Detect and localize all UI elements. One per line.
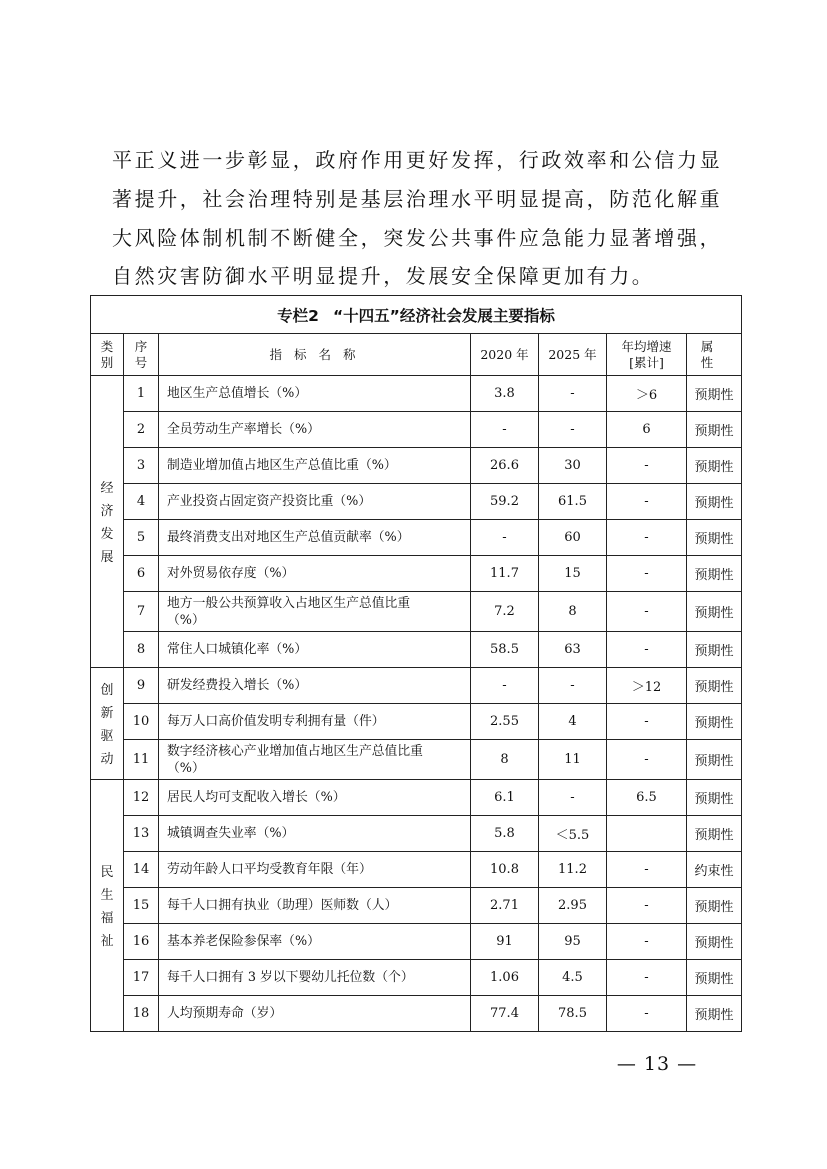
indicator-name: 产业投资占固定资产投资比重（%） (159, 484, 471, 520)
header-category: 类 别 (91, 334, 124, 376)
row-index: 1 (124, 376, 159, 412)
annual-growth: - (607, 924, 687, 960)
row-index: 6 (124, 556, 159, 592)
value-2020: 11.7 (471, 556, 539, 592)
indicator-name: 最终消费支出对地区生产总值贡献率（%） (159, 520, 471, 556)
row-index: 7 (124, 592, 159, 632)
annual-growth: 6 (607, 412, 687, 448)
table-title-main: “十四五”经济社会发展主要指标 (332, 306, 555, 325)
table-row (91, 556, 742, 592)
table-row (91, 960, 742, 996)
attribute: 预期性 (687, 484, 742, 520)
table-row (91, 924, 742, 960)
table-row (91, 704, 742, 740)
annual-growth: 6.5 (607, 780, 687, 816)
row-index: 9 (124, 668, 159, 704)
category-char: 经 (100, 480, 114, 496)
value-2025: 11 (539, 740, 607, 780)
indicator-name: 每千人口拥有执业（助理）医师数（人） (159, 888, 471, 924)
table-row (91, 740, 742, 780)
value-2020: 7.2 (471, 592, 539, 632)
table-row (91, 376, 742, 412)
annual-growth: - (607, 448, 687, 484)
value-2020: 58.5 (471, 632, 539, 668)
attribute: 预期性 (687, 632, 742, 668)
category-char: 生 (100, 887, 114, 903)
annual-growth: ＞12 (607, 668, 687, 704)
attribute: 预期性 (687, 704, 742, 740)
category-char: 创 (100, 682, 114, 698)
category-char: 驱 (100, 728, 114, 744)
value-2020: - (471, 668, 539, 704)
header-attribute: 属 性 (687, 334, 742, 376)
attribute: 预期性 (687, 888, 742, 924)
annual-growth: - (607, 852, 687, 888)
table-row (91, 632, 742, 668)
category-char: 新 (100, 705, 114, 721)
annual-growth: - (607, 484, 687, 520)
value-2025: 95 (539, 924, 607, 960)
indicator-name: 每万人口高价值发明专利拥有量（件） (159, 704, 471, 740)
indicator-name: 数字经济核心产业增加值占地区生产总值比重 （%） (159, 740, 471, 780)
row-index: 10 (124, 704, 159, 740)
annual-growth: - (607, 960, 687, 996)
attribute: 预期性 (687, 592, 742, 632)
value-2025: 2.95 (539, 888, 607, 924)
header-index: 序 号 (124, 334, 159, 376)
value-2025: 60 (539, 520, 607, 556)
attribute: 预期性 (687, 556, 742, 592)
header-name: 指 标 名 称 (159, 334, 471, 376)
table-row (91, 816, 742, 852)
value-2020: 6.1 (471, 780, 539, 816)
attribute: 预期性 (687, 376, 742, 412)
value-2020: 10.8 (471, 852, 539, 888)
paragraph-line: 著提升，社会治理特别是基层治理水平明显提高，防范化解重 (112, 186, 723, 211)
indicator-name: 劳动年龄人口平均受教育年限（年） (159, 852, 471, 888)
category-cell (91, 780, 124, 1032)
value-2020: 3.8 (471, 376, 539, 412)
category-cell (91, 376, 124, 668)
value-2025: - (539, 376, 607, 412)
attribute: 预期性 (687, 924, 742, 960)
header-2020: 2020 年 (471, 334, 539, 376)
value-2025: 78.5 (539, 996, 607, 1032)
annual-growth: - (607, 556, 687, 592)
category-cell (91, 668, 124, 780)
value-2020: 2.55 (471, 704, 539, 740)
row-index: 5 (124, 520, 159, 556)
annual-growth (607, 816, 687, 852)
value-2020: 5.8 (471, 816, 539, 852)
value-2025: 4 (539, 704, 607, 740)
paragraph-line: 自然灾害防御水平明显提升，发展安全保障更加有力。 (112, 264, 655, 289)
body-paragraph (92, 141, 752, 296)
indicator-name: 常住人口城镇化率（%） (159, 632, 471, 668)
paragraph-line: 大风险体制机制不断健全，突发公共事件应急能力显著增强， (112, 225, 723, 250)
table-row (91, 852, 742, 888)
annual-growth: ＞6 (607, 376, 687, 412)
indicator-name: 地区生产总值增长（%） (159, 376, 471, 412)
table-row (91, 448, 742, 484)
value-2025: 4.5 (539, 960, 607, 996)
page-number: — 13 — (616, 1053, 698, 1075)
value-2020: - (471, 412, 539, 448)
row-index: 3 (124, 448, 159, 484)
category-char: 展 (100, 549, 114, 565)
header-growth: 年均增速 [累计] (607, 334, 687, 376)
indicator-name: 城镇调查失业率（%） (159, 816, 471, 852)
value-2020: 77.4 (471, 996, 539, 1032)
annual-growth: - (607, 740, 687, 780)
indicator-name: 基本养老保险参保率（%） (159, 924, 471, 960)
value-2025: 63 (539, 632, 607, 668)
row-index: 16 (124, 924, 159, 960)
category-char: 济 (100, 503, 114, 519)
indicator-name: 人均预期寿命（岁） (159, 996, 471, 1032)
value-2025: ＜5.5 (539, 816, 607, 852)
indicator-name: 对外贸易依存度（%） (159, 556, 471, 592)
category-char: 动 (100, 751, 114, 767)
row-index: 2 (124, 412, 159, 448)
row-index: 4 (124, 484, 159, 520)
value-2025: 30 (539, 448, 607, 484)
row-index: 11 (124, 740, 159, 780)
value-2020: - (471, 520, 539, 556)
paragraph-line: 平正义进一步彰显，政府作用更好发挥，行政效率和公信力显 (112, 148, 723, 172)
table-body (91, 376, 742, 1032)
value-2025: 8 (539, 592, 607, 632)
annual-growth: - (607, 632, 687, 668)
row-index: 8 (124, 632, 159, 668)
attribute: 约束性 (687, 852, 742, 888)
attribute: 预期性 (687, 520, 742, 556)
value-2025: - (539, 780, 607, 816)
table-title-prefix: 专栏2 (277, 306, 319, 325)
indicator-name: 居民人均可支配收入增长（%） (159, 780, 471, 816)
attribute: 预期性 (687, 740, 742, 780)
indicator-name: 每千人口拥有 3 岁以下婴幼儿托位数（个） (159, 960, 471, 996)
category-char: 发 (100, 526, 114, 542)
table-row (91, 888, 742, 924)
annual-growth: - (607, 996, 687, 1032)
value-2020: 2.71 (471, 888, 539, 924)
value-2020: 59.2 (471, 484, 539, 520)
annual-growth: - (607, 520, 687, 556)
table-row (91, 668, 742, 704)
annual-growth: - (607, 704, 687, 740)
indicators-table (90, 295, 742, 1032)
attribute: 预期性 (687, 448, 742, 484)
value-2020: 26.6 (471, 448, 539, 484)
table-row (91, 592, 742, 632)
annual-growth: - (607, 888, 687, 924)
attribute: 预期性 (687, 668, 742, 704)
row-index: 12 (124, 780, 159, 816)
row-index: 17 (124, 960, 159, 996)
row-index: 13 (124, 816, 159, 852)
header-2025: 2025 年 (539, 334, 607, 376)
attribute: 预期性 (687, 996, 742, 1032)
category-char: 福 (100, 910, 114, 926)
attribute: 预期性 (687, 412, 742, 448)
table-row (91, 780, 742, 816)
indicator-name: 制造业增加值占地区生产总值比重（%） (159, 448, 471, 484)
table-row (91, 996, 742, 1032)
attribute: 预期性 (687, 960, 742, 996)
value-2025: 11.2 (539, 852, 607, 888)
category-char: 祉 (100, 933, 114, 949)
value-2025: 61.5 (539, 484, 607, 520)
indicator-name: 地方一般公共预算收入占地区生产总值比重 （%） (159, 592, 471, 632)
value-2025: - (539, 412, 607, 448)
value-2020: 8 (471, 740, 539, 780)
table-row (91, 520, 742, 556)
row-index: 14 (124, 852, 159, 888)
attribute: 预期性 (687, 816, 742, 852)
table-row (91, 412, 742, 448)
value-2020: 91 (471, 924, 539, 960)
table-title (91, 296, 742, 334)
indicator-name: 全员劳动生产率增长（%） (159, 412, 471, 448)
value-2025: 15 (539, 556, 607, 592)
category-char: 民 (100, 864, 114, 880)
indicator-name: 研发经费投入增长（%） (159, 668, 471, 704)
value-2020: 1.06 (471, 960, 539, 996)
value-2025: - (539, 668, 607, 704)
row-index: 15 (124, 888, 159, 924)
table-row (91, 484, 742, 520)
annual-growth: - (607, 592, 687, 632)
attribute: 预期性 (687, 780, 742, 816)
row-index: 18 (124, 996, 159, 1032)
